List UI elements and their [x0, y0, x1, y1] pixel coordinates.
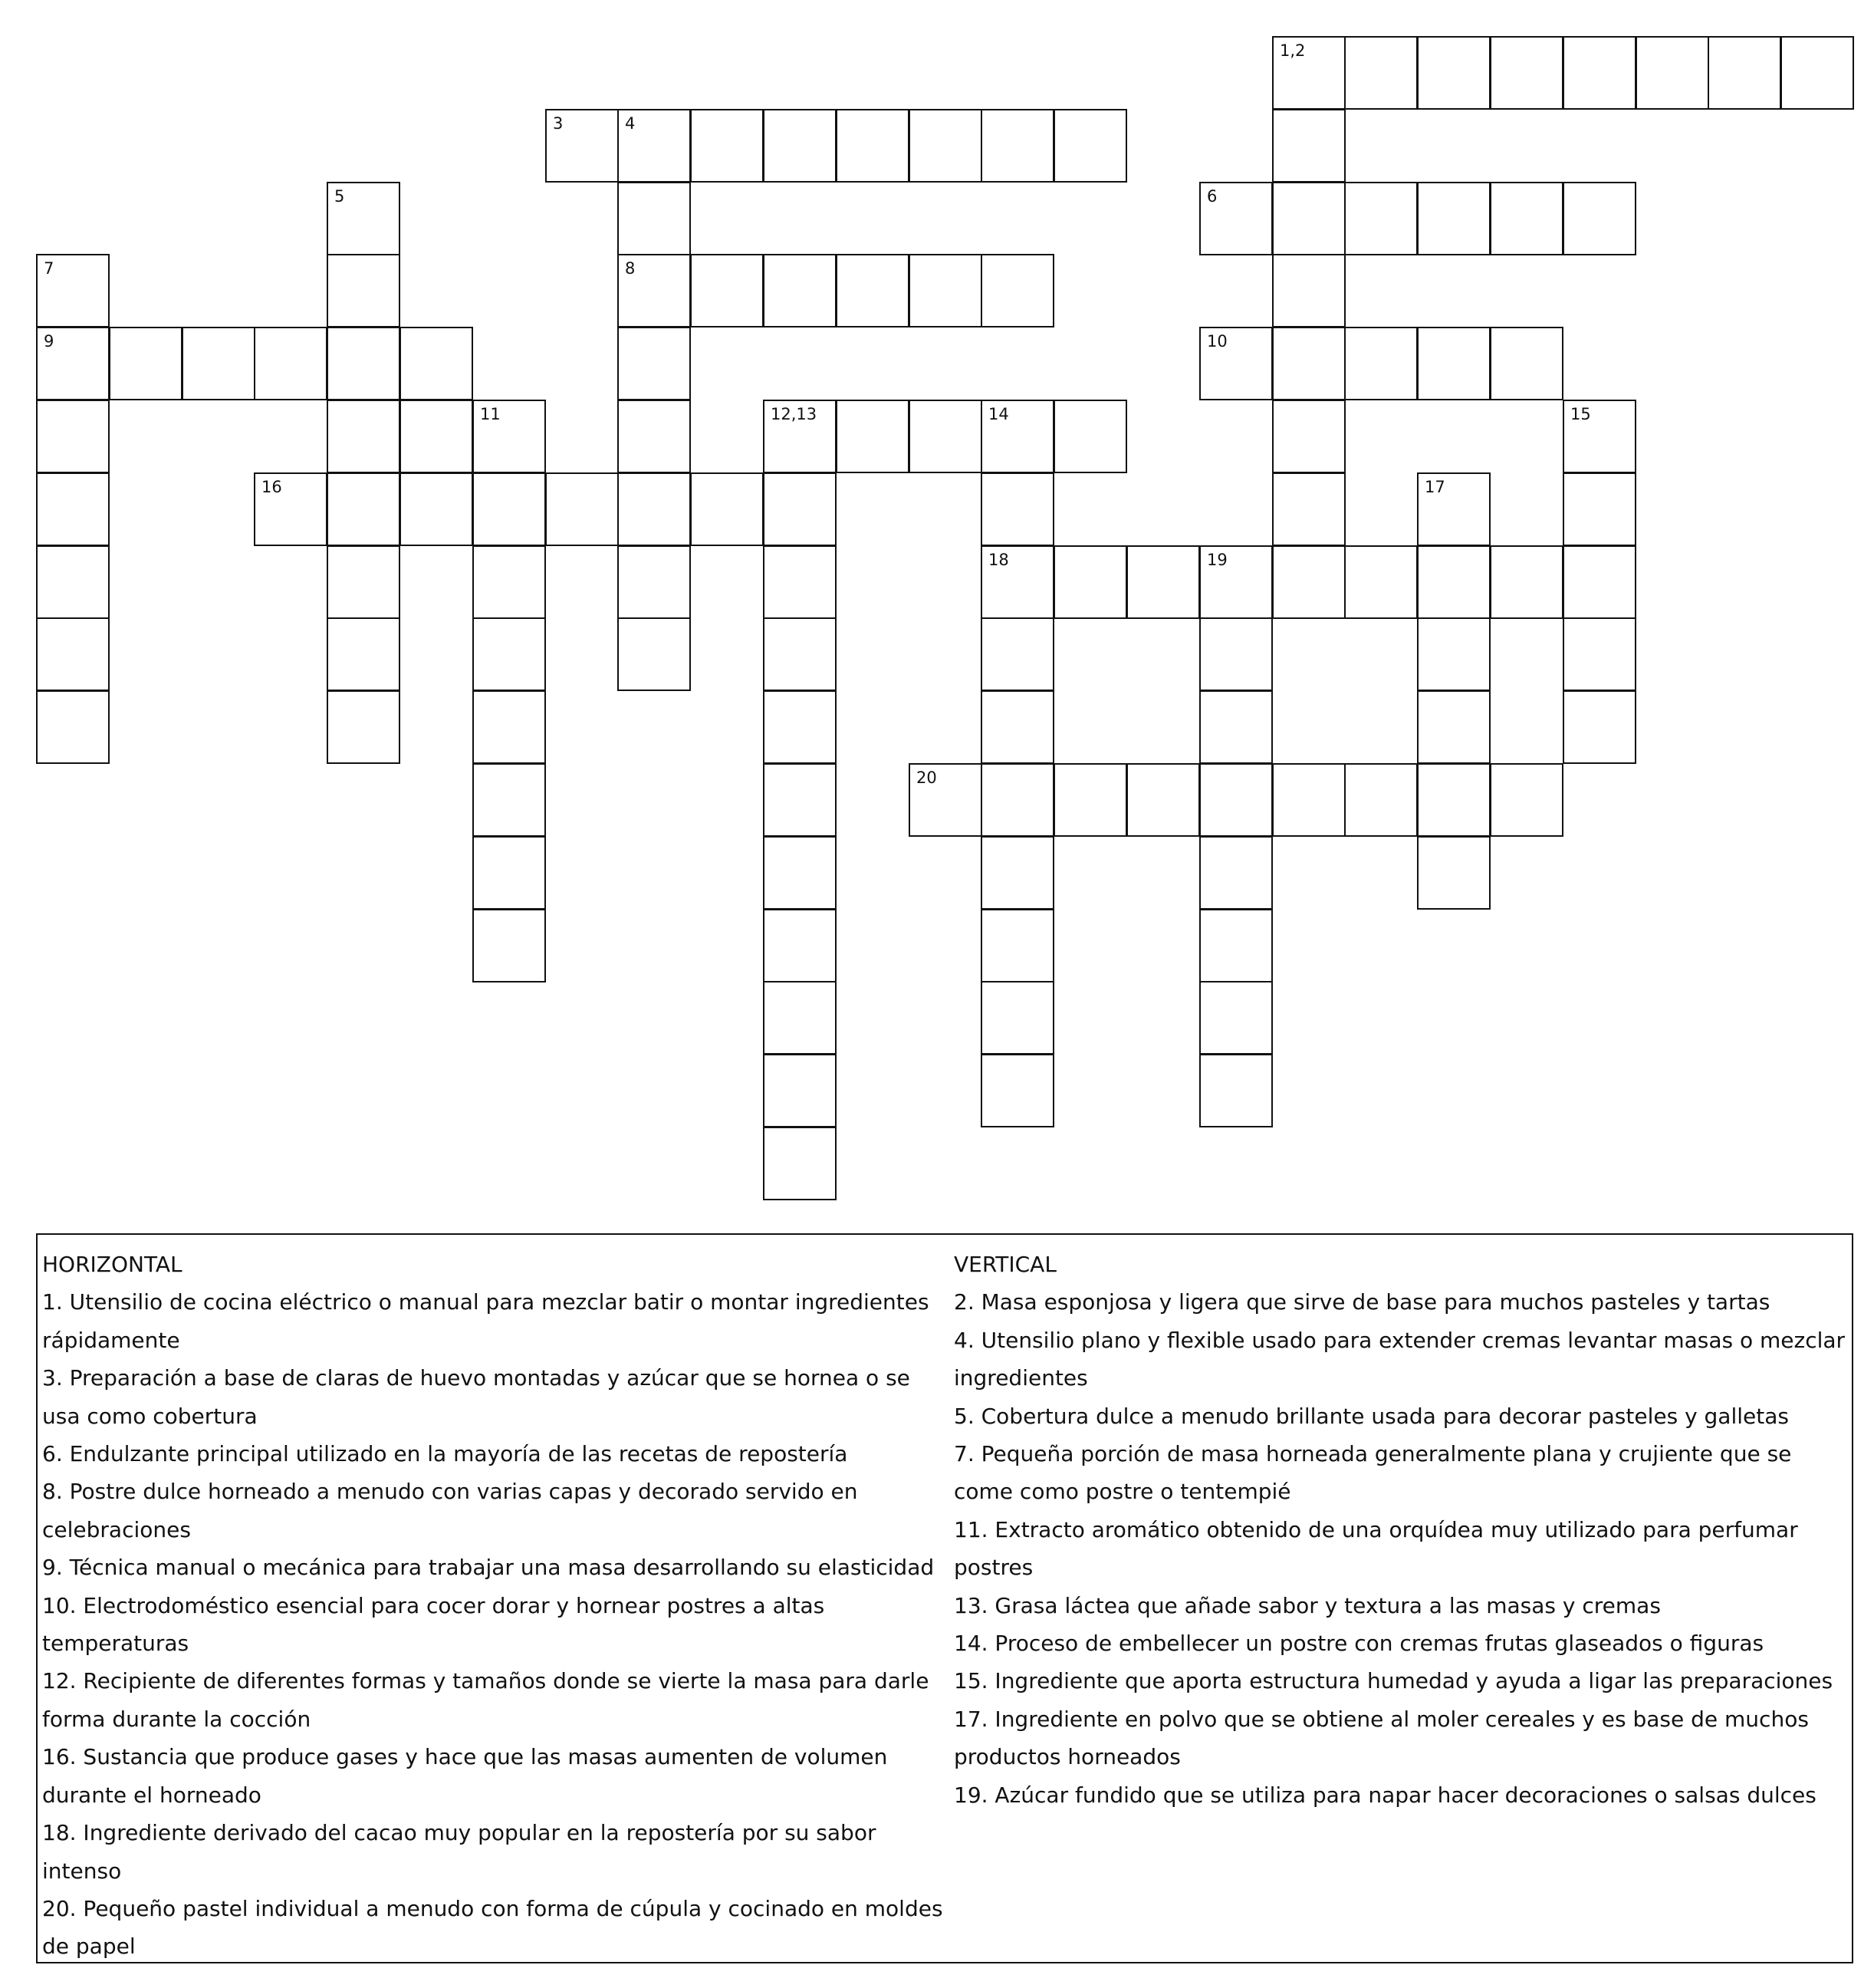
crossword-cell[interactable]	[981, 254, 1054, 327]
crossword-cell[interactable]	[36, 690, 110, 764]
horizontal-clues	[42, 1246, 951, 1966]
crossword-cell[interactable]	[1272, 327, 1346, 400]
crossword-cell[interactable]	[36, 254, 110, 327]
crossword-cell[interactable]	[763, 909, 837, 982]
vertical-clue: 2. Masa esponjosa y ligera que sirve de base para muchos pasteles y tartas	[954, 1289, 1770, 1315]
crossword-cell[interactable]	[1199, 617, 1273, 691]
crossword-cell[interactable]	[399, 327, 473, 400]
crossword-cell[interactable]	[327, 327, 400, 400]
crossword-cell[interactable]	[1199, 763, 1273, 837]
clue-number: 20	[916, 769, 937, 787]
vertical-heading: VERTICAL	[954, 1252, 1057, 1277]
clue-number: 5	[334, 187, 345, 206]
crossword-cell[interactable]	[1417, 472, 1491, 546]
crossword-cell[interactable]	[1199, 836, 1273, 910]
crossword-cell[interactable]	[690, 109, 764, 183]
crossword-cell[interactable]	[1272, 472, 1346, 546]
crossword-cell[interactable]	[763, 763, 837, 837]
crossword-cell[interactable]	[1272, 545, 1346, 619]
crossword-cell[interactable]	[763, 617, 837, 691]
crossword-cell[interactable]	[763, 981, 837, 1055]
crossword-cell[interactable]	[981, 472, 1054, 546]
crossword-cell[interactable]	[1054, 545, 1127, 619]
horizontal-clue: 18. Ingrediente derivado del cacao muy popular en la repostería por su sabor intenso	[42, 1820, 876, 1884]
crossword-cell[interactable]	[1272, 254, 1346, 327]
crossword-cell[interactable]	[836, 400, 909, 473]
crossword-cell[interactable]	[763, 545, 837, 619]
crossword-cell[interactable]	[981, 545, 1054, 619]
crossword-cell[interactable]	[327, 182, 400, 255]
crossword-cell[interactable]	[909, 254, 982, 327]
crossword-cell[interactable]	[36, 327, 110, 400]
crossword-cell[interactable]	[690, 472, 764, 546]
crossword-cell[interactable]	[327, 254, 400, 327]
crossword-cell[interactable]	[981, 981, 1054, 1055]
crossword-cell[interactable]	[763, 1054, 837, 1127]
horizontal-heading: HORIZONTAL	[42, 1252, 182, 1277]
crossword-cell[interactable]	[1199, 182, 1273, 255]
crossword-cell[interactable]	[1272, 109, 1346, 183]
crossword-cell[interactable]	[1417, 617, 1491, 691]
crossword-cell[interactable]	[545, 472, 619, 546]
crossword-cell[interactable]	[1490, 327, 1563, 400]
crossword-cell[interactable]	[1417, 836, 1491, 910]
vertical-clue: 13. Grasa láctea que añade sabor y textura a las masas y cremas	[954, 1592, 1661, 1618]
vertical-clue: 14. Proceso de embellecer un postre con cremas frutas glaseados o figuras	[954, 1631, 1764, 1657]
crossword-cell[interactable]	[182, 327, 255, 400]
clue-number: 17	[1425, 478, 1445, 496]
vertical-clue: 17. Ingrediente en polvo que se obtiene al moler cereales y es base de muchos productos horneados	[954, 1706, 1809, 1770]
crossword-cell[interactable]	[690, 254, 764, 327]
crossword-cell[interactable]	[1417, 545, 1491, 619]
crossword-cell[interactable]	[36, 400, 110, 473]
clue-number: 1,2	[1280, 41, 1306, 60]
crossword-cell[interactable]	[1563, 690, 1636, 764]
crossword-cell[interactable]	[1272, 763, 1346, 837]
crossword-cell[interactable]	[472, 909, 546, 982]
crossword-cell[interactable]	[1708, 36, 1781, 110]
horizontal-clue: 3. Preparación a base de claras de huevo montadas y azúcar que se hornea o se usa como cobertura	[42, 1365, 910, 1429]
crossword-cell[interactable]	[763, 400, 837, 473]
horizontal-clue: 6. Endulzante principal utilizado en la mayoría de las recetas de repostería	[42, 1441, 848, 1467]
crossword-cell[interactable]	[1417, 327, 1491, 400]
crossword-cell[interactable]	[617, 327, 691, 400]
crossword-cell[interactable]	[399, 472, 473, 546]
crossword-cell[interactable]	[981, 763, 1054, 837]
crossword-cell[interactable]	[1417, 763, 1491, 837]
crossword-cell[interactable]	[981, 617, 1054, 691]
clue-number: 16	[261, 478, 282, 496]
crossword-cell[interactable]	[1780, 36, 1854, 110]
clue-number: 10	[1207, 332, 1228, 351]
crossword-cell[interactable]	[1563, 545, 1636, 619]
crossword-cell[interactable]	[1126, 763, 1200, 837]
vertical-clues	[954, 1246, 1851, 1814]
horizontal-clue: 8. Postre dulce horneado a menudo con varias capas y decorado servido en celebraciones	[42, 1479, 858, 1542]
horizontal-clue: 12. Recipiente de diferentes formas y tamaños donde se vierte la masa para darle forma durante la cocción	[42, 1668, 929, 1732]
vertical-clue: 15. Ingrediente que aporta estructura humedad y ayuda a ligar las preparaciones	[954, 1668, 1833, 1694]
crossword-cell[interactable]	[327, 690, 400, 764]
crossword-cell[interactable]	[617, 109, 691, 183]
crossword-cell[interactable]	[1054, 400, 1127, 473]
crossword-cell[interactable]	[472, 545, 546, 619]
crossword-cell[interactable]	[1344, 763, 1418, 837]
crossword-cell[interactable]	[1199, 981, 1273, 1055]
crossword-cell[interactable]	[1054, 109, 1127, 183]
crossword-cell[interactable]	[1272, 182, 1346, 255]
crossword-cell[interactable]	[1199, 327, 1273, 400]
clue-number: 15	[1570, 405, 1591, 423]
crossword-grid	[36, 36, 1853, 1198]
crossword-cell[interactable]	[1563, 182, 1636, 255]
crossword-cell[interactable]	[763, 836, 837, 910]
horizontal-clue: 16. Sustancia que produce gases y hace que las masas aumenten de volumen durante el horneado	[42, 1744, 888, 1808]
crossword-cell[interactable]	[909, 763, 982, 837]
clues-panel	[36, 1233, 1853, 1963]
crossword-cell[interactable]	[763, 254, 837, 327]
crossword-cell[interactable]	[327, 545, 400, 619]
clue-number: 7	[44, 259, 54, 278]
crossword-cell[interactable]	[981, 690, 1054, 764]
crossword-cell[interactable]	[254, 472, 327, 546]
crossword-cell[interactable]	[36, 545, 110, 619]
clue-number: 19	[1207, 551, 1228, 569]
clue-number: 4	[625, 114, 636, 133]
crossword-cell[interactable]	[1272, 36, 1346, 110]
crossword-cell[interactable]	[472, 763, 546, 837]
crossword-cell[interactable]	[1272, 400, 1346, 473]
clue-number: 8	[625, 259, 636, 278]
crossword-cell[interactable]	[1563, 617, 1636, 691]
clue-number: 3	[553, 114, 564, 133]
crossword-cell[interactable]	[472, 472, 546, 546]
crossword-cell[interactable]	[981, 1054, 1054, 1127]
crossword-cell[interactable]	[1563, 36, 1636, 110]
crossword-cell[interactable]	[1490, 182, 1563, 255]
crossword-cell[interactable]	[763, 690, 837, 764]
crossword-cell[interactable]	[327, 400, 400, 473]
crossword-cell[interactable]	[763, 1127, 837, 1200]
crossword-cell[interactable]	[617, 617, 691, 691]
crossword-cell[interactable]	[909, 400, 982, 473]
clue-number: 6	[1207, 187, 1218, 206]
clue-number: 14	[988, 405, 1009, 423]
crossword-cell[interactable]	[981, 909, 1054, 982]
crossword-cell[interactable]	[617, 545, 691, 619]
horizontal-clue: 10. Electrodoméstico esencial para cocer dorar y hornear postres a altas temperaturas	[42, 1592, 825, 1657]
clue-number: 9	[44, 332, 54, 351]
crossword-cell[interactable]	[981, 836, 1054, 910]
crossword-cell[interactable]	[1490, 763, 1563, 837]
crossword-cell[interactable]	[1636, 36, 1709, 110]
crossword-cell[interactable]	[981, 400, 1054, 473]
crossword-cell[interactable]	[763, 472, 837, 546]
crossword-cell[interactable]	[327, 472, 400, 546]
vertical-clue: 7. Pequeña porción de masa horneada generalmente plana y crujiente que se come como postre o tentempié	[954, 1441, 1792, 1505]
crossword-cell[interactable]	[1199, 909, 1273, 982]
crossword-cell[interactable]	[836, 254, 909, 327]
crossword-cell[interactable]	[1490, 36, 1563, 110]
clue-number: 11	[480, 405, 501, 423]
crossword-cell[interactable]	[1199, 690, 1273, 764]
crossword-cell[interactable]	[36, 617, 110, 691]
crossword-cell[interactable]	[472, 836, 546, 910]
crossword-cell[interactable]	[617, 400, 691, 473]
crossword-cell[interactable]	[1563, 472, 1636, 546]
crossword-cell[interactable]	[1490, 545, 1563, 619]
crossword-cell[interactable]	[327, 617, 400, 691]
vertical-clue: 19. Azúcar fundido que se utiliza para napar hacer decoraciones o salsas dulces	[954, 1782, 1816, 1808]
crossword-cell[interactable]	[763, 109, 837, 183]
crossword-cell[interactable]	[1199, 1054, 1273, 1127]
crossword-cell[interactable]	[617, 182, 691, 255]
crossword-cell[interactable]	[472, 690, 546, 764]
crossword-cell[interactable]	[1344, 182, 1418, 255]
crossword-cell[interactable]	[109, 327, 182, 400]
crossword-cell[interactable]	[617, 472, 691, 546]
crossword-cell[interactable]	[1344, 545, 1418, 619]
crossword-cell[interactable]	[545, 109, 619, 183]
crossword-cell[interactable]	[1417, 36, 1491, 110]
horizontal-clue: 1. Utensilio de cocina eléctrico o manual para mezclar batir o montar ingredientes rápidamente	[42, 1289, 929, 1353]
crossword-cell[interactable]	[472, 400, 546, 473]
crossword-cell[interactable]	[1344, 36, 1418, 110]
crossword-cell[interactable]	[1417, 182, 1491, 255]
crossword-cell[interactable]	[36, 472, 110, 546]
crossword-cell[interactable]	[617, 254, 691, 327]
horizontal-clue: 9. Técnica manual o mecánica para trabajar una masa desarrollando su elasticidad	[42, 1555, 935, 1581]
crossword-cell[interactable]	[1344, 327, 1418, 400]
crossword-cell[interactable]	[1126, 545, 1200, 619]
crossword-cell[interactable]	[909, 109, 982, 183]
crossword-cell[interactable]	[1417, 690, 1491, 764]
crossword-cell[interactable]	[981, 109, 1054, 183]
crossword-cell[interactable]	[254, 327, 327, 400]
vertical-clue: 4. Utensilio plano y flexible usado para extender cremas levantar masas o mezclar ingredientes	[954, 1327, 1846, 1391]
crossword-cell[interactable]	[1199, 545, 1273, 619]
crossword-cell[interactable]	[1054, 763, 1127, 837]
crossword-cell[interactable]	[1563, 400, 1636, 473]
clue-number: 12,13	[771, 405, 817, 423]
horizontal-clue: 20. Pequeño pastel individual a menudo con forma de cúpula y cocinado en moldes de papel	[42, 1895, 943, 1960]
crossword-cell[interactable]	[836, 109, 909, 183]
vertical-clue: 5. Cobertura dulce a menudo brillante usada para decorar pasteles y galletas	[954, 1403, 1789, 1429]
crossword-cell[interactable]	[399, 400, 473, 473]
clue-number: 18	[988, 551, 1009, 569]
crossword-cell[interactable]	[472, 617, 546, 691]
vertical-clue: 11. Extracto aromático obtenido de una orquídea muy utilizado para perfumar postres	[954, 1516, 1798, 1581]
